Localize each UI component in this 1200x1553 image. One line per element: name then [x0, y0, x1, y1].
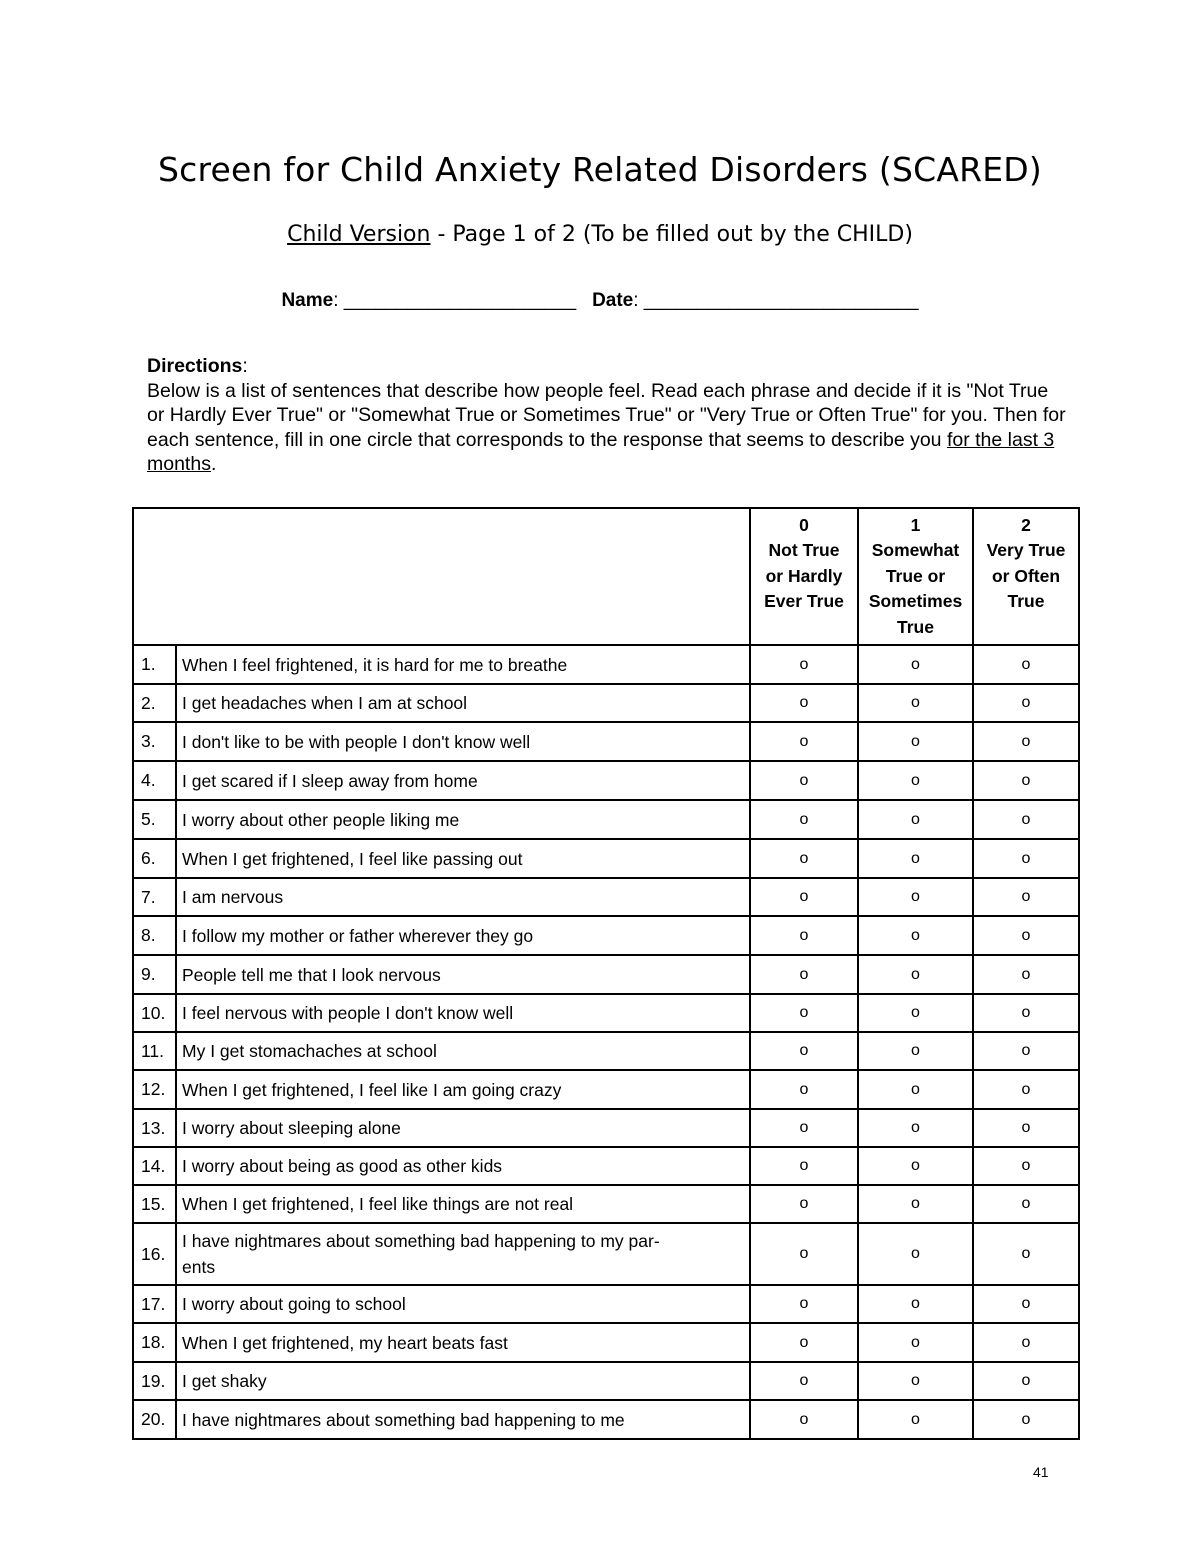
- table-row: [133, 800, 1079, 839]
- response-option-2[interactable]: o: [973, 916, 1079, 955]
- item-statement: When I get frightened, my heart beats fast: [176, 1323, 750, 1362]
- response-option-2[interactable]: o: [973, 1223, 1079, 1285]
- response-option-0[interactable]: o: [750, 1070, 858, 1109]
- response-option-1[interactable]: o: [858, 955, 973, 994]
- directions-heading: Directions: [147, 355, 243, 377]
- column-header-0: 0 Not True or Hardly Ever True: [750, 508, 858, 645]
- response-option-1[interactable]: o: [858, 916, 973, 955]
- response-option-0[interactable]: o: [750, 1362, 858, 1400]
- response-option-1[interactable]: o: [858, 878, 973, 916]
- item-statement: I am nervous: [176, 878, 750, 916]
- item-statement: I worry about going to school: [176, 1285, 750, 1323]
- item-statement: I get scared if I sleep away from home: [176, 761, 750, 800]
- response-option-2[interactable]: o: [973, 1147, 1079, 1185]
- item-statement: I get headaches when I am at school: [176, 684, 750, 722]
- item-number: 11.: [133, 1032, 176, 1070]
- table-row: [133, 1070, 1079, 1109]
- response-option-1[interactable]: o: [858, 1223, 973, 1285]
- response-option-1[interactable]: o: [858, 839, 973, 878]
- item-statement: I feel nervous with people I don't know well: [176, 994, 750, 1032]
- table-row: [133, 761, 1079, 800]
- item-statement: I don't like to be with people I don't know well: [176, 722, 750, 761]
- response-option-2[interactable]: o: [973, 1323, 1079, 1362]
- item-statement: I worry about sleeping alone: [176, 1109, 750, 1147]
- name-label: Name: [281, 290, 334, 311]
- item-statement: When I get frightened, I feel like things are not real: [176, 1185, 750, 1223]
- response-option-1[interactable]: o: [858, 1147, 973, 1185]
- directions: [147, 354, 1067, 477]
- response-option-1[interactable]: o: [858, 761, 973, 800]
- response-option-1[interactable]: o: [858, 1032, 973, 1070]
- response-option-2[interactable]: o: [973, 1185, 1079, 1223]
- directions-colon: :: [242, 355, 248, 377]
- response-option-0[interactable]: o: [750, 684, 858, 722]
- response-option-1[interactable]: o: [858, 1070, 973, 1109]
- column-header-1: 1 Somewhat True or Sometimes True: [858, 508, 973, 645]
- response-option-0[interactable]: o: [750, 761, 858, 800]
- item-statement: I get shaky: [176, 1362, 750, 1400]
- response-option-1[interactable]: o: [858, 1109, 973, 1147]
- response-option-0[interactable]: o: [750, 878, 858, 916]
- table-row: [133, 839, 1079, 878]
- version-label: Child Version: [287, 222, 431, 247]
- item-number: 19.: [133, 1362, 176, 1400]
- response-option-1[interactable]: o: [858, 1323, 973, 1362]
- table-row: [133, 916, 1079, 955]
- page-number: 41: [1033, 1464, 1049, 1480]
- response-option-2[interactable]: o: [973, 1400, 1079, 1439]
- date-field[interactable]: : __________________________: [633, 290, 919, 311]
- response-option-0[interactable]: o: [750, 1109, 858, 1147]
- item-number: 18.: [133, 1323, 176, 1362]
- response-option-1[interactable]: o: [858, 684, 973, 722]
- item-statement: When I feel frightened, it is hard for me to breathe: [176, 645, 750, 684]
- directions-end: .: [210, 453, 217, 476]
- directions-text: Below is a list of sentences that describe how people feel. Read each phrase and decide if it is "Not True or Hardly Ever True" or "Somewhat True or Sometimes True" or "Very True or Often True" for you. Then for each sentence, fill in one circle that corresponds to the response that seems to describe you: [147, 379, 1066, 451]
- table-row: [133, 1109, 1079, 1147]
- questionnaire-table: [132, 507, 1080, 1440]
- item-statement: My I get stomachaches at school: [176, 1032, 750, 1070]
- item-statement-line2: ents: [182, 1257, 216, 1277]
- response-option-2[interactable]: o: [973, 1285, 1079, 1323]
- response-option-0[interactable]: o: [750, 722, 858, 761]
- item-number: 16.: [133, 1223, 176, 1285]
- response-option-2[interactable]: o: [973, 994, 1079, 1032]
- item-statement: [176, 1223, 750, 1285]
- response-option-0[interactable]: o: [750, 1185, 858, 1223]
- table-row: [133, 1147, 1079, 1185]
- response-option-0[interactable]: o: [750, 645, 858, 684]
- item-number: 17.: [133, 1285, 176, 1323]
- response-option-2[interactable]: o: [973, 722, 1079, 761]
- response-option-0[interactable]: o: [750, 1223, 858, 1285]
- item-number: 1.: [133, 645, 176, 684]
- response-option-0[interactable]: o: [750, 1147, 858, 1185]
- item-statement-line1: I have nightmares about something bad happening to my par-: [182, 1231, 660, 1251]
- response-option-2[interactable]: o: [973, 800, 1079, 839]
- response-option-2[interactable]: o: [973, 684, 1079, 722]
- response-option-0[interactable]: o: [750, 916, 858, 955]
- item-number: 10.: [133, 994, 176, 1032]
- response-option-1[interactable]: o: [858, 1362, 973, 1400]
- item-statement: People tell me that I look nervous: [176, 955, 750, 994]
- item-number: 5.: [133, 800, 176, 839]
- response-option-0[interactable]: o: [750, 800, 858, 839]
- response-option-0[interactable]: o: [750, 1285, 858, 1323]
- response-option-0[interactable]: o: [750, 839, 858, 878]
- table-row: [133, 1323, 1079, 1362]
- table-row: [133, 1032, 1079, 1070]
- table-row: [133, 722, 1079, 761]
- response-option-1[interactable]: o: [858, 1185, 973, 1223]
- item-number: 13.: [133, 1109, 176, 1147]
- response-option-2[interactable]: o: [973, 1032, 1079, 1070]
- item-statement: When I get frightened, I feel like passing out: [176, 839, 750, 878]
- item-number: 14.: [133, 1147, 176, 1185]
- name-date-line: [0, 290, 1200, 312]
- table-row: [133, 645, 1079, 684]
- table-row: [133, 1362, 1079, 1400]
- table-row: [133, 684, 1079, 722]
- page-info: - Page 1 of 2 (To be filled out by the CHILD): [430, 222, 913, 247]
- item-number: 6.: [133, 839, 176, 878]
- response-option-1[interactable]: o: [858, 800, 973, 839]
- item-number: 7.: [133, 878, 176, 916]
- response-option-2[interactable]: o: [973, 1109, 1079, 1147]
- response-option-1[interactable]: o: [858, 722, 973, 761]
- date-label: Date: [592, 290, 634, 311]
- response-option-1[interactable]: o: [858, 1400, 973, 1439]
- response-option-0[interactable]: o: [750, 1400, 858, 1439]
- item-statement: I worry about being as good as other kids: [176, 1147, 750, 1185]
- column-header-2: 2 Very True or Often True: [973, 508, 1079, 645]
- table-row: [133, 878, 1079, 916]
- response-option-1[interactable]: o: [858, 1285, 973, 1323]
- item-number: 4.: [133, 761, 176, 800]
- response-option-0[interactable]: o: [750, 994, 858, 1032]
- item-number: 20.: [133, 1400, 176, 1439]
- response-option-1[interactable]: o: [858, 645, 973, 684]
- response-option-0[interactable]: o: [750, 1032, 858, 1070]
- response-option-2[interactable]: o: [973, 1362, 1079, 1400]
- response-option-2[interactable]: o: [973, 645, 1079, 684]
- response-option-2[interactable]: o: [973, 955, 1079, 994]
- response-option-0[interactable]: o: [750, 1323, 858, 1362]
- header-row: [133, 508, 1079, 645]
- item-number: 2.: [133, 684, 176, 722]
- name-field[interactable]: : ______________________: [333, 290, 593, 311]
- header-blank: [133, 508, 750, 645]
- table-row: [133, 1223, 1079, 1285]
- item-number: 8.: [133, 916, 176, 955]
- item-statement: I have nightmares about something bad happening to me: [176, 1400, 750, 1439]
- item-number: 15.: [133, 1185, 176, 1223]
- item-statement: I follow my mother or father wherever they go: [176, 916, 750, 955]
- response-option-1[interactable]: o: [858, 994, 973, 1032]
- directions-timeframe: for the last 3 months: [147, 428, 1055, 476]
- response-option-0[interactable]: o: [750, 955, 858, 994]
- item-number: 3.: [133, 722, 176, 761]
- response-option-2[interactable]: o: [973, 878, 1079, 916]
- item-number: 12.: [133, 1070, 176, 1109]
- table-row: [133, 955, 1079, 994]
- item-statement: I worry about other people liking me: [176, 800, 750, 839]
- form-title: Screen for Child Anxiety Related Disorders (SCARED): [158, 150, 1042, 189]
- item-statement: When I get frightened, I feel like I am going crazy: [176, 1070, 750, 1109]
- table-row: [133, 1400, 1079, 1439]
- table-row: [133, 994, 1079, 1032]
- form-subtitle: [0, 222, 1200, 247]
- response-option-2[interactable]: o: [973, 839, 1079, 878]
- table-row: [133, 1185, 1079, 1223]
- table-row: [133, 1285, 1079, 1323]
- item-number: 9.: [133, 955, 176, 994]
- response-option-2[interactable]: o: [973, 761, 1079, 800]
- response-option-2[interactable]: o: [973, 1070, 1079, 1109]
